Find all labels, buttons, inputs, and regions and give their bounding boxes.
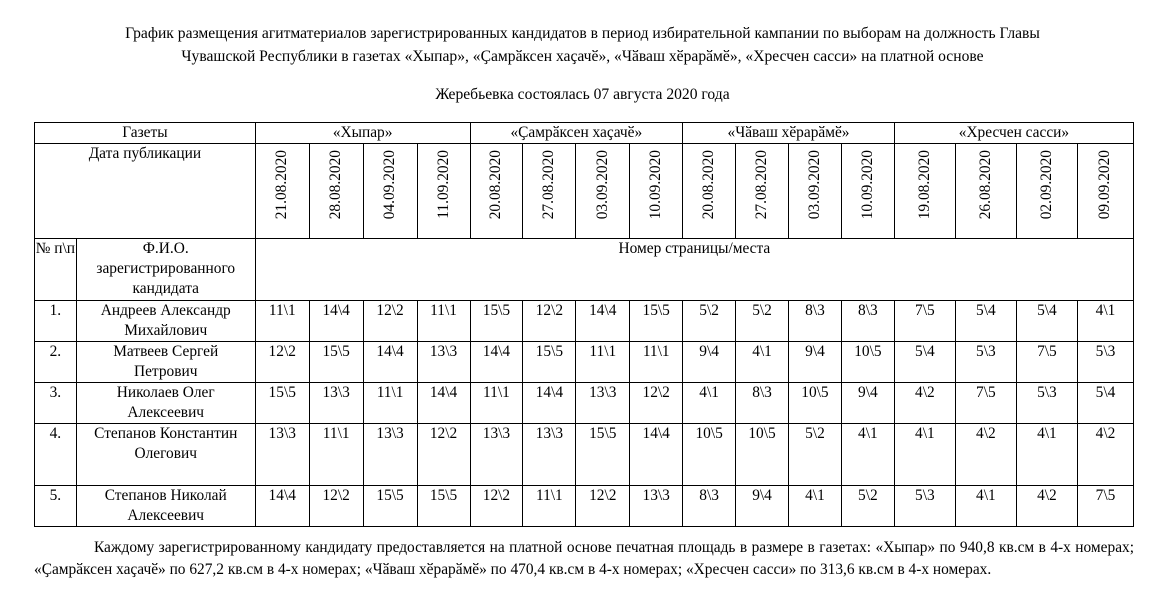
publication-date-wrap <box>1017 144 1077 238</box>
page-place-cell: 12\2 <box>255 342 309 383</box>
publication-date: 21.08.2020 <box>273 150 291 220</box>
page-place-cell: 5\3 <box>1016 383 1077 424</box>
publication-date: 19.08.2020 <box>915 150 933 220</box>
page-place-cell: 12\2 <box>309 486 363 527</box>
row-number: 3. <box>35 383 77 424</box>
publication-date: 03.09.2020 <box>805 150 823 220</box>
publication-date-wrap <box>364 144 417 238</box>
row-number: 2. <box>35 342 77 383</box>
candidate-name: Матвеев Сергей Петрович <box>76 342 255 383</box>
page-place-cell: 13\3 <box>417 342 470 383</box>
page-place-cell: 11\1 <box>255 301 309 342</box>
newspaper-header: «Хресчен сасси» <box>894 123 1133 144</box>
document-title <box>20 22 1145 68</box>
page-place-cell: 14\4 <box>523 383 576 424</box>
publication-date: 27.08.2020 <box>540 150 558 220</box>
table-row <box>35 301 1134 342</box>
page-place-cell: 15\5 <box>417 486 470 527</box>
footer-note <box>34 537 1134 581</box>
page-place-cell: 5\3 <box>955 342 1016 383</box>
page-place-cell: 7\5 <box>955 383 1016 424</box>
publication-date: 20.08.2020 <box>487 150 505 220</box>
page-place-cell: 15\5 <box>630 301 683 342</box>
schedule-table <box>34 122 1134 527</box>
page-place-cell: 15\5 <box>309 342 363 383</box>
publication-date-cell <box>1077 144 1133 239</box>
page-place-cell: 5\3 <box>1077 342 1133 383</box>
publication-date-cell <box>470 144 523 239</box>
publication-date: 10.09.2020 <box>647 150 665 220</box>
publication-date-wrap <box>630 144 682 238</box>
candidate-name: Андреев Александр Михайлович <box>76 301 255 342</box>
page-place-cell: 13\3 <box>309 383 363 424</box>
page-place-cell: 8\3 <box>736 383 789 424</box>
page-place-cell: 4\1 <box>894 424 955 486</box>
newspaper-header: «Хыпар» <box>255 123 470 144</box>
row-number: 1. <box>35 301 77 342</box>
publication-date-wrap <box>471 144 523 238</box>
page-place-cell: 4\1 <box>789 486 842 527</box>
publication-date-wrap <box>789 144 841 238</box>
title-line-2: Чувашской Республики в газетах «Хыпар», «Ҫамрӑксен хаҫачӗ», «Чӑваш хӗрарӑмӗ», «Хресчен сасси» на платной основе <box>181 48 984 65</box>
page-place-cell: 9\4 <box>736 486 789 527</box>
page-place-cell: 13\3 <box>363 424 417 486</box>
draw-date-subtitle: Жеребьевка состоялась 07 августа 2020 года <box>435 86 730 103</box>
page-place-cell: 4\1 <box>736 342 789 383</box>
page-place-cell: 15\5 <box>470 301 523 342</box>
page-place-cell: 5\2 <box>841 486 894 527</box>
page-place-cell: 15\5 <box>363 486 417 527</box>
page-place-cell: 7\5 <box>1016 342 1077 383</box>
publication-date-wrap <box>310 144 363 238</box>
publication-date: 28.08.2020 <box>327 150 345 220</box>
page-place-cell: 10\5 <box>736 424 789 486</box>
page-place-cell: 5\3 <box>894 486 955 527</box>
page-place-cell: 9\4 <box>683 342 736 383</box>
page-place-cell: 11\1 <box>630 342 683 383</box>
page-place-cell: 4\1 <box>1016 424 1077 486</box>
page-place-cell: 13\3 <box>255 424 309 486</box>
page-place-cell: 14\4 <box>630 424 683 486</box>
title-line-1: График размещения агитматериалов зарегистрированных кандидатов в период избирательной кампании по выборам на должность Главы <box>125 25 1040 42</box>
publication-date-cell <box>417 144 470 239</box>
publication-date: 09.09.2020 <box>1096 150 1114 220</box>
page-place-cell: 15\5 <box>523 342 576 383</box>
table-row <box>35 342 1134 383</box>
page-place-cell: 4\1 <box>955 486 1016 527</box>
page-place-cell: 12\2 <box>363 301 417 342</box>
page-place-cell: 12\2 <box>417 424 470 486</box>
header-row-dates <box>35 144 1134 239</box>
table-row <box>35 383 1134 424</box>
page-place-cell: 5\2 <box>683 301 736 342</box>
page-place-cell: 7\5 <box>1077 486 1133 527</box>
page-place-cell: 5\4 <box>894 342 955 383</box>
publication-date: 26.08.2020 <box>976 150 994 220</box>
publication-date-wrap <box>895 144 955 238</box>
page-place-cell: 14\4 <box>309 301 363 342</box>
page-place-cell: 11\1 <box>417 301 470 342</box>
publication-date-wrap <box>523 144 575 238</box>
page-place-cell: 4\2 <box>1016 486 1077 527</box>
page-place-cell: 12\2 <box>470 486 523 527</box>
page-place-cell: 13\3 <box>576 383 630 424</box>
table-row <box>35 486 1134 527</box>
publication-date-wrap <box>956 144 1016 238</box>
publication-date-cell <box>789 144 842 239</box>
page-place-cell: 4\2 <box>955 424 1016 486</box>
candidate-name: Степанов Николай Алексеевич <box>76 486 255 527</box>
page-place-cell: 14\4 <box>417 383 470 424</box>
publication-date: 20.08.2020 <box>700 150 718 220</box>
page-place-cell: 5\4 <box>1077 383 1133 424</box>
page-place-cell: 14\4 <box>363 342 417 383</box>
newspapers-label: Газеты <box>35 123 256 144</box>
page-place-cell: 15\5 <box>255 383 309 424</box>
publication-date: 04.09.2020 <box>381 150 399 220</box>
page-place-cell: 14\4 <box>255 486 309 527</box>
publication-date-wrap <box>1078 144 1133 238</box>
page-place-cell: 5\4 <box>1016 301 1077 342</box>
pubdate-label: Дата публикации <box>35 144 256 239</box>
publication-date-cell <box>309 144 363 239</box>
publication-date: 11.09.2020 <box>434 150 452 219</box>
publication-date-cell <box>955 144 1016 239</box>
header-row-labels <box>35 239 1134 301</box>
publication-date: 27.08.2020 <box>753 150 771 220</box>
publication-date-cell <box>523 144 576 239</box>
newspaper-header: «Ҫамрӑксен хаҫачӗ» <box>470 123 683 144</box>
page-place-cell: 4\2 <box>1077 424 1133 486</box>
publication-date-wrap <box>576 144 629 238</box>
row-number: 5. <box>35 486 77 527</box>
publication-date-cell <box>576 144 630 239</box>
page-place-cell: 9\4 <box>841 383 894 424</box>
page-place-cell: 12\2 <box>523 301 576 342</box>
publication-date-cell <box>255 144 309 239</box>
page-place-cell: 4\2 <box>894 383 955 424</box>
header-row-newspapers <box>35 123 1134 144</box>
publication-date-wrap <box>256 144 309 238</box>
page-place-cell: 11\1 <box>363 383 417 424</box>
candidate-name: Степанов Константин Олегович <box>76 424 255 486</box>
page-place-cell: 12\2 <box>630 383 683 424</box>
publication-date-cell <box>683 144 736 239</box>
page-place-cell: 8\3 <box>683 486 736 527</box>
page-place-cell: 9\4 <box>789 342 842 383</box>
page-place-cell: 10\5 <box>683 424 736 486</box>
page-place-cell: 11\1 <box>523 486 576 527</box>
page-place-cell: 13\3 <box>470 424 523 486</box>
page-place-cell: 7\5 <box>894 301 955 342</box>
page-place-cell: 5\4 <box>955 301 1016 342</box>
page-place-cell: 10\5 <box>841 342 894 383</box>
page-place-cell: 11\1 <box>309 424 363 486</box>
publication-date: 10.09.2020 <box>858 150 876 220</box>
publication-date-wrap <box>842 144 894 238</box>
candidate-name: Николаев Олег Алексеевич <box>76 383 255 424</box>
page-place-cell: 14\4 <box>470 342 523 383</box>
publication-date-cell <box>1016 144 1077 239</box>
publication-date-cell <box>363 144 417 239</box>
page-place-cell: 11\1 <box>576 342 630 383</box>
page-place-cell: 4\1 <box>683 383 736 424</box>
page-place-cell: 8\3 <box>789 301 842 342</box>
page-place-cell: 4\1 <box>841 424 894 486</box>
page-place-cell: 10\5 <box>789 383 842 424</box>
publication-date: 03.09.2020 <box>593 150 611 220</box>
page-place-cell: 11\1 <box>470 383 523 424</box>
publication-date-cell <box>630 144 683 239</box>
publication-date-cell <box>841 144 894 239</box>
row-number: 4. <box>35 424 77 486</box>
page-place-cell: 13\3 <box>630 486 683 527</box>
page-place-cell: 4\1 <box>1077 301 1133 342</box>
page-place-cell: 8\3 <box>841 301 894 342</box>
table-row <box>35 424 1134 486</box>
page-place-cell: 5\2 <box>789 424 842 486</box>
footer-text: Каждому зарегистрированному кандидату предоставляется на платной основе печатная площадь в размере в газетах: «Хыпар» по 940,8 кв.см в 4-х номерах; «Ҫамрӑксен хаҫачӗ» по 627,2 кв.см в 4-х номерах; «Чӑваш хӗрарӑмӗ» по 470,4 кв.см в 4-х номерах; «Хресчен сасси» по 313,6 кв.см в 4-х номерах. <box>34 539 1134 578</box>
page-place-cell: 14\4 <box>576 301 630 342</box>
publication-date-wrap <box>683 144 735 238</box>
newspaper-header: «Чӑваш хӗрарӑмӗ» <box>683 123 895 144</box>
page-place-cell: 5\2 <box>736 301 789 342</box>
num-label: № п\п <box>35 239 77 301</box>
publication-date-cell <box>736 144 789 239</box>
fio-label: Ф.И.О. зарегистрированного кандидата <box>76 239 255 301</box>
publication-date-wrap <box>736 144 788 238</box>
publication-date-wrap <box>418 144 470 238</box>
page-place-label: Номер страницы/места <box>255 239 1133 301</box>
page-place-cell: 13\3 <box>523 424 576 486</box>
publication-date: 02.09.2020 <box>1037 150 1055 220</box>
page-place-cell: 12\2 <box>576 486 630 527</box>
publication-date-cell <box>894 144 955 239</box>
page-place-cell: 15\5 <box>576 424 630 486</box>
